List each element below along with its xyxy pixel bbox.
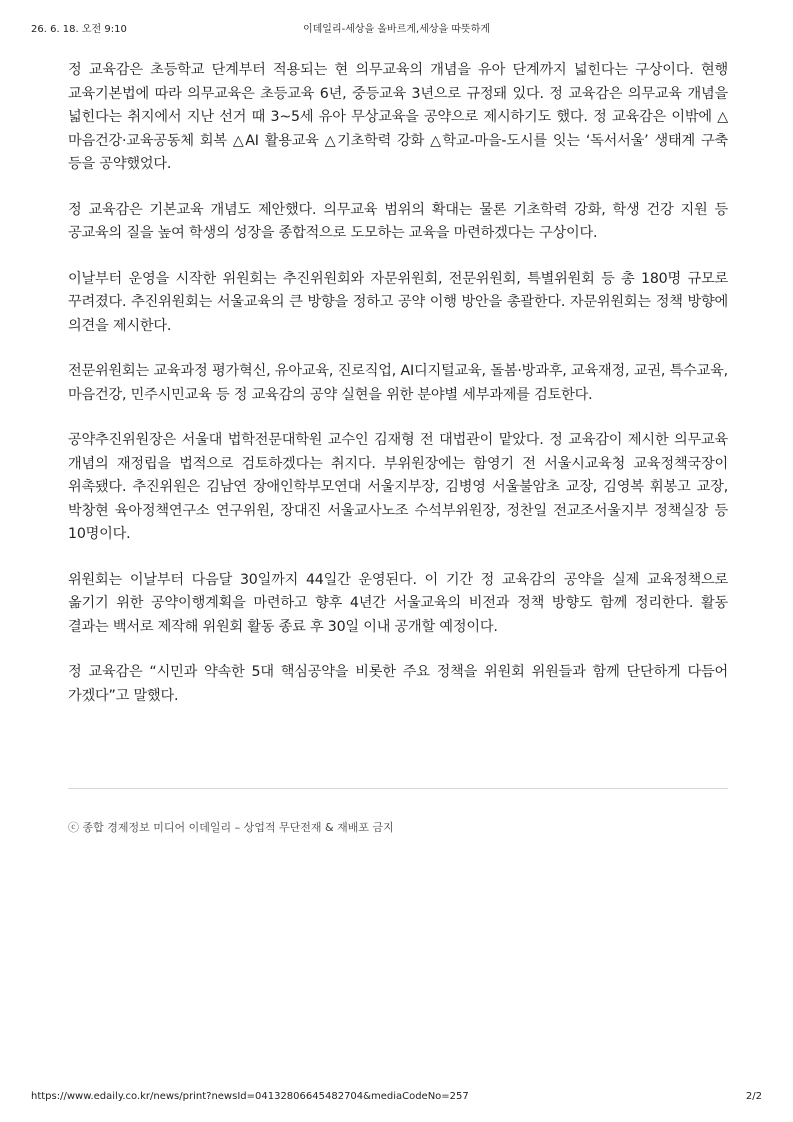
article-paragraph: 정 교육감은 기본교육 개념도 제안했다. 의무교육 범위의 확대는 물론 기초학력 강화, 학생 건강 지원 등 공교육의 질을 높여 학생의 성장을 종합적으로 도모하는 교육을 마련하겠다는 구상이다. xyxy=(68,201,728,241)
print-datetime: 26. 6. 18. 오전 9:10 xyxy=(31,24,127,35)
article-paragraph: 전문위원회는 교육과정 평가혁신, 유아교육, 진로직업, AI디지털교육, 돌봄·방과후, 교육재정, 교권, 특수교육, 마음건강, 민주시민교육 등 정 교육감의 공약 실현을 위한 분야별 세부과제를 검토한다. xyxy=(68,363,728,403)
divider xyxy=(68,788,728,789)
print-url: https://www.edaily.co.kr/news/print?newsId=04132806645482704&mediaCodeNo=257 xyxy=(31,1091,469,1102)
article-paragraph: 이날부터 운영을 시작한 위원회는 추진위원회와 자문위원회, 전문위원회, 특별위원회 등 총 180명 규모로 꾸려졌다. 추진위원회는 서울교육의 큰 방향을 정하고 공약 이행 방안을 총괄한다. 자문위원회는 정책 방향에 의견을 제시한다. xyxy=(68,270,728,334)
article-body xyxy=(68,59,728,730)
article-paragraph: 정 교육감은 “시민과 약속한 5대 핵심공약을 비롯한 주요 정책을 위원회 위원들과 함께 단단하게 다듬어 가겠다”고 말했다. xyxy=(68,664,728,704)
page-number: 2/2 xyxy=(745,1091,762,1102)
article-paragraph: 공약추진위원장은 서울대 법학전문대학원 교수인 김재형 전 대법관이 맡았다. 정 교육감이 제시한 의무교육 개념의 재정립을 법적으로 검토하겠다는 취지다. 부위원장에는 함영기 전 서울시교육청 교육정책국장이 위촉됐다. 추진위원은 김남연 장애인학부모연대 서울지부장, 김병영 서울불암초 교장, 김영복 휘봉고 교장, 박창현 육아정책연구소 연구위원, 장대진 서울교사노조 수석부위원장, 정찬일 전교조서울지부 정책실장 등 10명이다. xyxy=(68,432,728,542)
print-footer xyxy=(31,1091,762,1105)
article-paragraph: 위원회는 이날부터 다음달 30일까지 44일간 운영된다. 이 기간 정 교육감의 공약을 실제 교육정책으로 옮기기 위한 공약이행계획을 마련하고 향후 4년간 서울교육의 비전과 정책 방향도 함께 정리한다. 활동 결과는 백서로 제작해 위원회 활동 종료 후 30일 이내 공개할 예정이다. xyxy=(68,571,728,635)
print-header xyxy=(31,20,762,34)
article-paragraph: 정 교육감은 초등학교 단계부터 적용되는 현 의무교육의 개념을 유아 단계까지 넓힌다는 구상이다. 현행 교육기본법에 따라 의무교육은 초등교육 6년, 중등교육 3년으로 규정돼 있다. 정 교육감은 의무교육 개념을 넓힌다는 취지에서 지난 선거 때 3~5세 유아 무상교육을 공약으로 제시하기도 했다. 정 교육감은 이밖에 △마음건강·교육공동체 회복 △AI 활용교육 △기초학력 강화 △학교-마을-도시를 잇는 ‘독서서울’ 생태계 구축 등을 공약했었다. xyxy=(68,62,728,172)
print-page-title: 이데일리-세상을 올바르게,세상을 따뜻하게 xyxy=(302,24,491,35)
copyright-notice: ⓒ 종합 경제정보 미디어 이데일리 – 상업적 무단전재 & 재배포 금지 xyxy=(68,821,394,834)
